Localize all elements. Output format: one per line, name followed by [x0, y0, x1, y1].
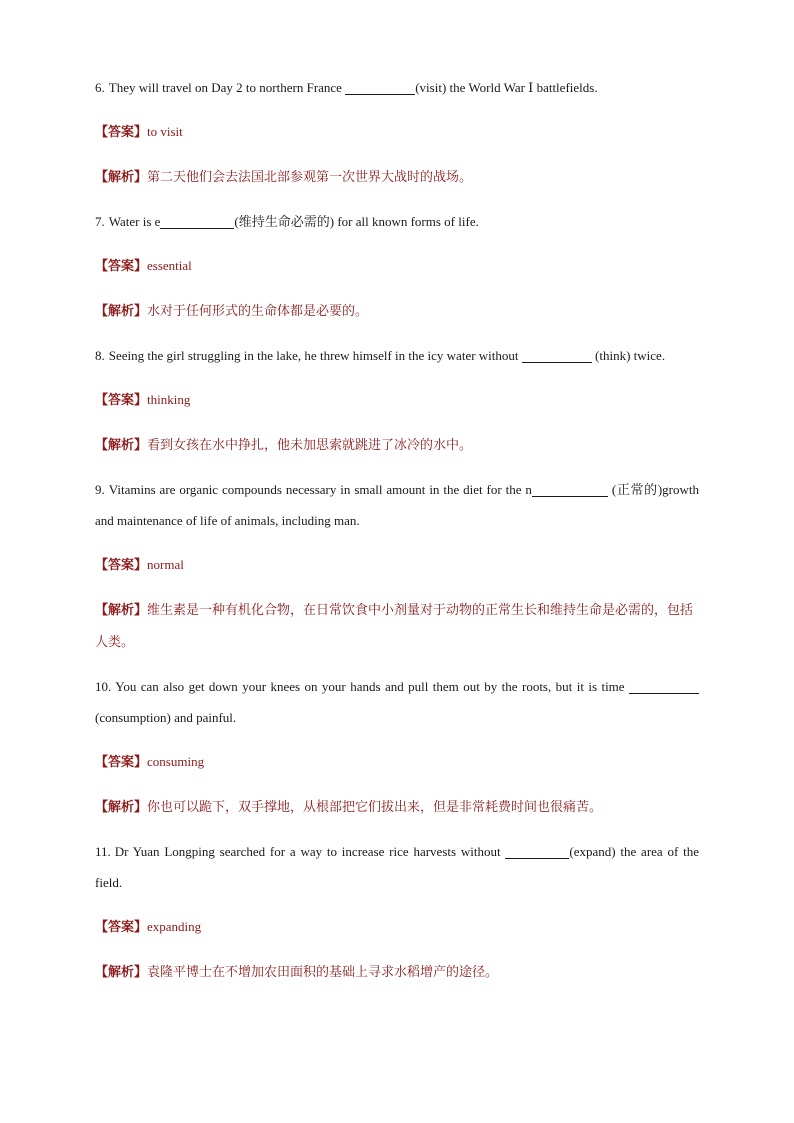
question-11 — [95, 836, 699, 898]
answer-line-11 — [95, 911, 699, 943]
answer-tag: 【答案】 — [95, 558, 148, 573]
question-number: 11. — [95, 844, 111, 859]
answer-tag: 【答案】 — [95, 259, 148, 274]
analysis-text: 袁隆平博士在不增加农田面积的基础上寻求水稻增产的途径。 — [147, 965, 499, 980]
question-text-before: You can also get down your knees on your hands and pull them out by the roots, but it is time — [115, 679, 625, 694]
answer-line-9 — [95, 549, 699, 581]
question-number: 7. — [95, 214, 105, 229]
question-text-after: (visit) the World War Ⅰ battlefields. — [415, 80, 598, 95]
answer-text: normal — [147, 557, 184, 572]
answer-text: thinking — [147, 392, 191, 407]
answer-text: to visit — [147, 124, 183, 139]
analysis-tag: 【解析】 — [95, 438, 148, 453]
analysis-line-7 — [95, 295, 699, 327]
question-7 — [95, 206, 699, 237]
answer-blank — [505, 844, 569, 859]
analysis-line-8 — [95, 429, 699, 461]
answer-text: expanding — [147, 919, 202, 934]
question-text-before: Water is e — [108, 214, 161, 229]
question-text-after: (正常的)growth and maintenance of life of animals, including man. — [95, 482, 699, 528]
analysis-tag: 【解析】 — [95, 965, 148, 980]
question-number: 9. — [95, 482, 105, 497]
answer-blank — [160, 214, 234, 229]
question-text-after: (think) twice. — [595, 348, 666, 363]
analysis-tag: 【解析】 — [95, 800, 148, 815]
analysis-line-6 — [95, 161, 699, 193]
answer-line-8 — [95, 384, 699, 416]
question-text-after: (维持生命必需的) for all known forms of life. — [234, 214, 479, 229]
analysis-line-9 — [95, 594, 699, 658]
analysis-text: 第二天他们会去法国北部参观第一次世界大战时的战场。 — [147, 170, 473, 185]
answer-blank — [532, 482, 608, 497]
answer-text: consuming — [147, 754, 205, 769]
analysis-text: 看到女孩在水中挣扎，他未加思索就跳进了冰冷的水中。 — [147, 438, 473, 453]
question-number: 10. — [95, 679, 112, 694]
analysis-text: 你也可以跪下，双手撑地，从根部把它们拔出来，但是非常耗费时间也很痛苦。 — [147, 800, 603, 815]
answer-line-10 — [95, 746, 699, 778]
answer-blank — [522, 348, 592, 363]
answer-tag: 【答案】 — [95, 920, 148, 935]
question-text-after: (expand) the area of the field. — [95, 844, 700, 890]
question-6 — [95, 72, 699, 103]
question-text-before: They will travel on Day 2 to northern France — [108, 80, 342, 95]
analysis-tag: 【解析】 — [95, 170, 148, 185]
analysis-line-11 — [95, 956, 699, 988]
answer-tag: 【答案】 — [95, 393, 148, 408]
document-page — [95, 72, 699, 988]
analysis-tag: 【解析】 — [95, 304, 148, 319]
answer-text: essential — [147, 258, 192, 273]
answer-tag: 【答案】 — [95, 755, 148, 770]
question-text-after: (consumption) and painful. — [95, 710, 237, 725]
analysis-line-10 — [95, 791, 699, 823]
answer-blank — [629, 679, 699, 694]
question-text-before: Seeing the girl struggling in the lake, he threw himself in the icy water without — [108, 348, 519, 363]
question-10 — [95, 671, 699, 733]
analysis-tag: 【解析】 — [95, 603, 148, 618]
question-text-before: Vitamins are organic compounds necessary in small amount in the diet for the n — [108, 482, 532, 497]
answer-blank — [345, 80, 415, 95]
question-number: 6. — [95, 80, 105, 95]
analysis-text: 维生素是一种有机化合物，在日常饮食中小剂量对于动物的正常生长和维持生命是必需的，包括人类。 — [95, 603, 694, 650]
answer-tag: 【答案】 — [95, 125, 148, 140]
answer-line-7 — [95, 250, 699, 282]
question-number: 8. — [95, 348, 105, 363]
question-8 — [95, 340, 699, 371]
answer-line-6 — [95, 116, 699, 148]
question-text-before: Dr Yuan Longping searched for a way to increase rice harvests without — [114, 844, 501, 859]
question-9 — [95, 474, 699, 536]
analysis-text: 水对于任何形式的生命体都是必要的。 — [147, 304, 369, 319]
